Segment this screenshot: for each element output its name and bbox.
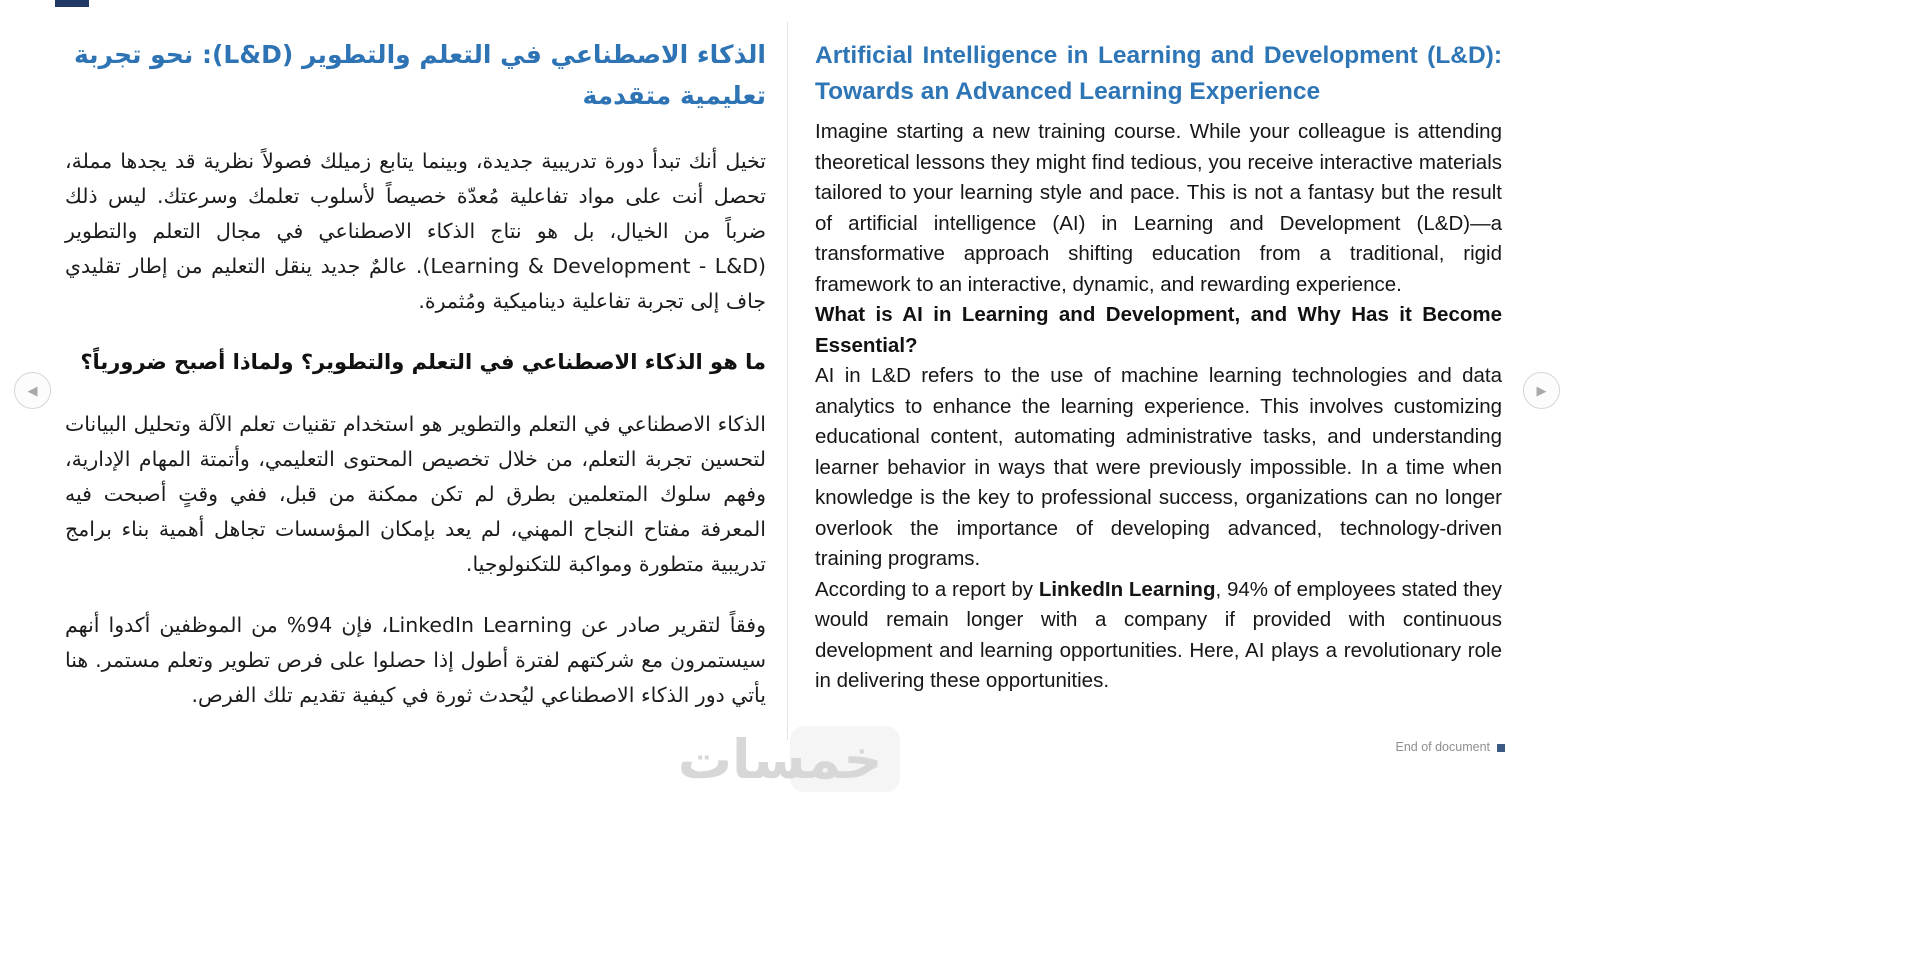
chevron-left-icon: ◀ — [27, 382, 38, 398]
arabic-paragraph-2: الذكاء الاصطناعي في التعلم والتطوير هو استخدام تقنيات تعلم الآلة وتحليل البيانات لتحسين تجربة التعلم، من خلال تخصيص المحتوى التعليمي، وأتمتة المهام الإدارية، وفهم سلوك المتعلمين بطرق لم تكن ممكنة من قبل، ففي وقتٍ أصبحت فيه المعرفة مفتاح النجاح المهني، لم يعد بإمكان المؤسسات تجاهل أهمية بناء برامج تدريبية متطورة ومواكبة للتكنولوجيا. — [65, 412, 766, 576]
previous-page-button[interactable] — [14, 372, 51, 409]
brand-accent-bar — [55, 0, 89, 7]
english-title: Artificial Intelligence in Learning and Development (L&D): Towards an Advanced Learning Experience — [815, 42, 1502, 105]
end-of-document-marker-icon — [1497, 744, 1505, 752]
english-paragraph-1: Imagine starting a new training course. While your colleague is attending theoretical lessons they might find tedious, you receive interactive materials tailored to your learning style and pace. This is not a fantasy but the result of artificial intelligence (AI) in Learning and Development (L&D)—a transformative approach shifting education from a traditional, rigid framework to an interactive, dynamic, and rewarding experience. — [815, 120, 1502, 296]
english-paragraph-2: AI in L&D refers to the use of machine learning technologies and data analytics to enhance the learning experience. This involves customizing educational content, automating administrative tasks, and understanding learner behavior in ways that were previously impossible. In a time when knowledge is the key to professional success, organizations can no longer overlook the importance of developing advanced, technology-driven training programs. — [815, 364, 1502, 570]
arabic-title: الذكاء الاصطناعي في التعلم والتطوير (L&D): نحو تجربة تعليمية متقدمة — [73, 40, 766, 110]
watermark — [640, 722, 920, 800]
english-paragraph-3-bold: LinkedIn Learning — [1038, 577, 1216, 601]
english-paragraph-3-text: According to a report by — [815, 577, 1039, 601]
arabic-paragraph-1: تخيل أنك تبدأ دورة تدريبية جديدة، وبينما يتابع زميلك فصولاً نظرية قد يجدها مملة، تحصل أنت على مواد تفاعلية مُعدّة خصيصاً لأسلوب تعلمك وسرعتك. ليس ذلك ضرباً من الخيال، بل هو نتاج الذكاء الاصطناعي في مجال التعلم والتطوير (Learning & Development - L&D). عالمٌ جديد ينقل التعليم من إطار تقليدي جاف إلى تجربة تفاعلية ديناميكية ومُثمرة. — [65, 149, 766, 313]
arabic-column — [65, 34, 766, 739]
end-of-document-indicator — [1340, 740, 1505, 754]
english-column — [815, 38, 1502, 697]
watermark-text: خمسات — [677, 728, 883, 791]
english-paragraph-3 — [815, 575, 1502, 697]
english-paragraph-3-text-cont: , 94% of employees stated they would remain longer with a company if provided with continuous development and learning opportunities. Here, AI plays a revolutionary role in delivering these opportunities. — [815, 577, 1502, 692]
column-divider — [787, 22, 788, 740]
english-subheading: What is AI in Learning and Development, and Why Has it Become Essential? — [815, 303, 1502, 357]
arabic-paragraph-3: وفقاً لتقرير صادر عن LinkedIn Learning، فإن 94% من الموظفين أكدوا أنهم سيستمرون مع شركتهم لفترة أطول إذا حصلوا على فرص تطوير وتعلم مستمر. هنا يأتي دور الذكاء الاصطناعي ليُحدث ثورة في كيفية تقديم تلك الفرص. — [65, 613, 767, 707]
next-page-button[interactable] — [1523, 372, 1560, 409]
chevron-right-icon: ▶ — [1536, 382, 1547, 398]
end-of-document-label: End of document — [1395, 740, 1490, 754]
arabic-subheading: ما هو الذكاء الاصطناعي في التعلم والتطوير؟ ولماذا أصبح ضرورياً؟ — [80, 350, 766, 374]
